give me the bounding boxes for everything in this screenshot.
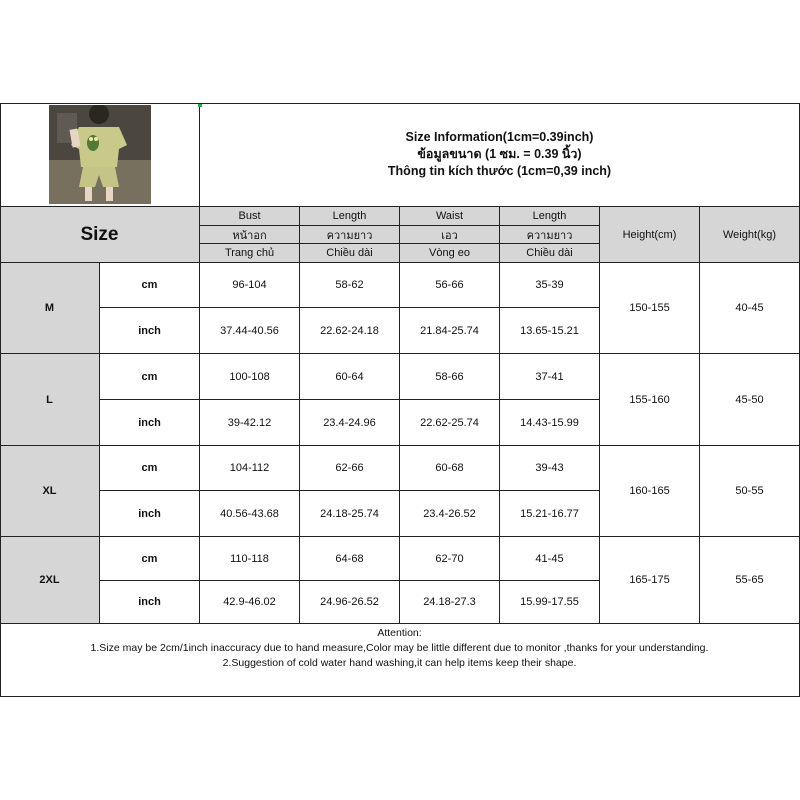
size-l-unit-inch: inch (100, 400, 200, 446)
size-l-length-inch: 23.4-24.96 (300, 400, 400, 446)
size-xl-height: 160-165 (600, 446, 700, 537)
size-2xl-pants-length-inch: 15.99-17.55 (500, 581, 600, 624)
col-waist-en: Waist (400, 207, 500, 226)
size-2xl-height: 165-175 (600, 537, 700, 624)
attention-note-2: 2.Suggestion of cold water hand washing,it can help items keep their shape. (222, 657, 577, 669)
size-xl-length-inch: 24.18-25.74 (300, 491, 400, 537)
title-th: ข้อมูลขนาด (1 ซม. = 0.39 นิ้ว) (417, 147, 582, 161)
col-weight: Weight(kg) (700, 207, 800, 263)
size-l-label: L (0, 354, 100, 446)
size-2xl-length-cm: 64-68 (300, 537, 400, 581)
attention-note-1: 1.Size may be 2cm/1inch inaccuracy due to hand measure,Color may be little different due to monitor ,thanks for your understanding. (90, 642, 709, 654)
col-pants-length-th: ความยาว (500, 226, 600, 244)
size-2xl-waist-cm: 62-70 (400, 537, 500, 581)
size-2xl-weight: 55-65 (700, 537, 800, 624)
size-m-height: 150-155 (600, 263, 700, 354)
title-vi: Thông tin kích thước (1cm=0,39 inch) (387, 164, 612, 178)
col-bust-vi: Trang chủ (200, 244, 300, 263)
size-l-pants-length-inch: 14.43-15.99 (500, 400, 600, 446)
col-bust-th: หน้าอก (200, 226, 300, 244)
size-l-height: 155-160 (600, 354, 700, 446)
size-m-weight: 40-45 (700, 263, 800, 354)
size-l-bust-cm: 100-108 (200, 354, 300, 400)
size-2xl-label: 2XL (0, 537, 100, 624)
size-chart (0, 103, 800, 697)
size-2xl-bust-inch: 42.9-46.02 (200, 581, 300, 624)
size-2xl-unit-cm: cm (100, 537, 200, 581)
size-xl-waist-inch: 23.4-26.52 (400, 491, 500, 537)
size-2xl-waist-inch: 24.18-27.3 (400, 581, 500, 624)
size-xl-weight: 50-55 (700, 446, 800, 537)
size-m-waist-cm: 56-66 (400, 263, 500, 308)
size-m-label: M (0, 263, 100, 354)
size-m-pants-length-inch: 13.65-15.21 (500, 308, 600, 354)
size-l-bust-inch: 39-42.12 (200, 400, 300, 446)
size-m-waist-inch: 21.84-25.74 (400, 308, 500, 354)
size-xl-unit-inch: inch (100, 491, 200, 537)
attention-box (0, 624, 800, 697)
size-2xl-bust-cm: 110-118 (200, 537, 300, 581)
size-xl-bust-cm: 104-112 (200, 446, 300, 491)
size-l-pants-length-cm: 37-41 (500, 354, 600, 400)
size-m-unit-cm: cm (100, 263, 200, 308)
product-photo (49, 105, 151, 204)
col-waist-vi: Vòng eo (400, 244, 500, 263)
size-2xl-unit-inch: inch (100, 581, 200, 624)
col-pants-length-en: Length (500, 207, 600, 226)
size-m-unit-inch: inch (100, 308, 200, 354)
size-l-length-cm: 60-64 (300, 354, 400, 400)
col-height: Height(cm) (600, 207, 700, 263)
col-length-vi: Chiều dài (300, 244, 400, 263)
size-l-unit-cm: cm (100, 354, 200, 400)
size-m-length-inch: 22.62-24.18 (300, 308, 400, 354)
title-box (200, 103, 800, 207)
size-m-bust-inch: 37.44-40.56 (200, 308, 300, 354)
size-m-pants-length-cm: 35-39 (500, 263, 600, 308)
size-xl-length-cm: 62-66 (300, 446, 400, 491)
model-illustration (49, 105, 151, 204)
size-m-bust-cm: 96-104 (200, 263, 300, 308)
size-xl-pants-length-cm: 39-43 (500, 446, 600, 491)
col-pants-length-vi: Chiều dài (500, 244, 600, 263)
size-xl-waist-cm: 60-68 (400, 446, 500, 491)
col-bust-en: Bust (200, 207, 300, 226)
col-waist-th: เอว (400, 226, 500, 244)
col-length-th: ความยาว (300, 226, 400, 244)
size-2xl-length-inch: 24.96-26.52 (300, 581, 400, 624)
size-2xl-pants-length-cm: 41-45 (500, 537, 600, 581)
col-length-en: Length (300, 207, 400, 226)
size-header: Size (0, 207, 200, 263)
size-xl-unit-cm: cm (100, 446, 200, 491)
size-xl-bust-inch: 40.56-43.68 (200, 491, 300, 537)
attention-heading: Attention: (377, 627, 422, 639)
product-photo-cell (0, 103, 200, 207)
size-xl-pants-length-inch: 15.21-16.77 (500, 491, 600, 537)
size-l-waist-cm: 58-66 (400, 354, 500, 400)
title-en: Size Information(1cm=0.39inch) (405, 130, 594, 144)
size-l-waist-inch: 22.62-25.74 (400, 400, 500, 446)
size-m-length-cm: 58-62 (300, 263, 400, 308)
size-xl-label: XL (0, 446, 100, 537)
size-l-weight: 45-50 (700, 354, 800, 446)
